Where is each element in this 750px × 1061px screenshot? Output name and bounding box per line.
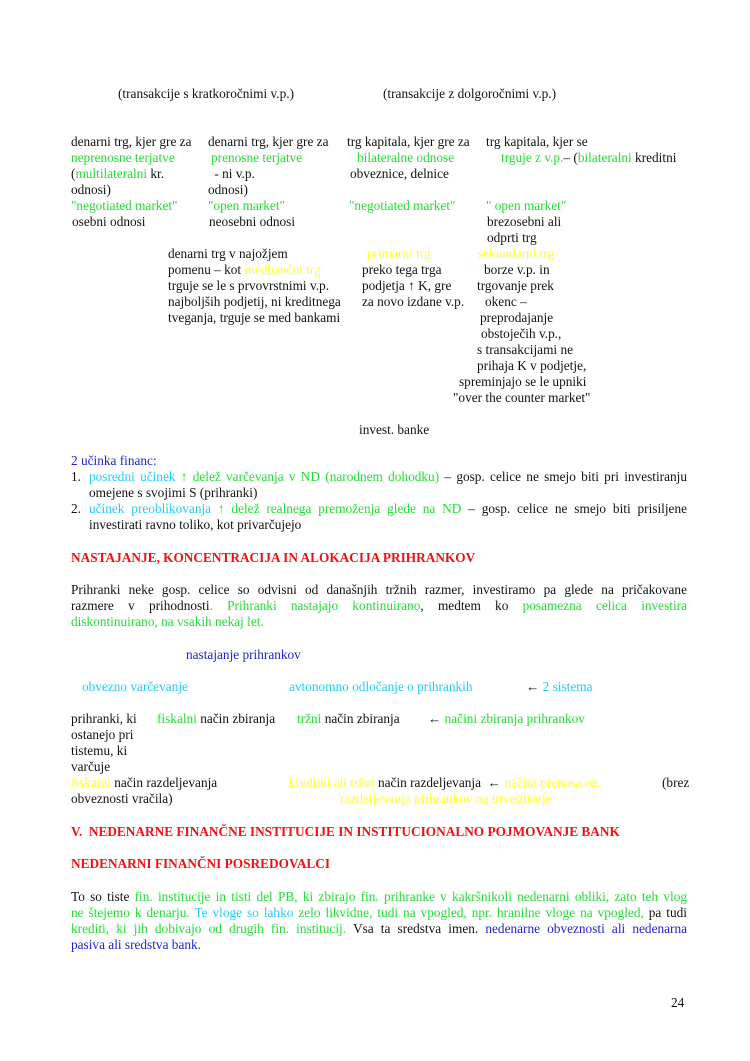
text-line <box>428 711 585 727</box>
text-segment: način razdeljevanja ← <box>374 775 505 790</box>
text-segment: kreditni ali tržni <box>289 775 375 790</box>
text-line <box>209 214 295 230</box>
text-line <box>289 679 473 695</box>
text-line <box>71 582 687 598</box>
text-segment: primarni trg <box>367 246 431 261</box>
text-line <box>477 342 573 358</box>
text-line <box>71 469 81 485</box>
text-line <box>459 374 586 390</box>
text-line <box>487 214 561 230</box>
text-line <box>72 214 146 230</box>
text-segment: ( <box>71 166 76 181</box>
text-segment: trg kapitala, kjer se <box>486 134 588 149</box>
text-segment: denarni trg, kjer gre za <box>208 134 329 149</box>
text-segment: (brez <box>662 775 690 790</box>
text-segment: trguje z v.p. <box>501 150 564 165</box>
text-segment: – gosp. celice ne smejo biti prisiljene <box>461 501 687 516</box>
text-segment: podjetja ↑ K, gre <box>362 278 452 293</box>
text-segment: nedenarne obveznosti ali nedenarna <box>485 921 688 936</box>
text-segment: preprodajanje <box>480 310 554 325</box>
text-line <box>477 278 554 294</box>
text-line <box>168 310 340 326</box>
text-segment: prihaja K v podjetje, <box>477 358 587 373</box>
text-segment: bilateralni <box>577 150 632 165</box>
text-segment: neosebni odnosi <box>209 214 296 229</box>
text-segment: tveganja, trguje se med bankami <box>168 310 341 325</box>
text-segment: Vsa ta sredstva imen. <box>346 921 486 936</box>
text-segment: pasiva ali sredstva bank. <box>71 937 201 952</box>
text-line <box>71 905 687 921</box>
text-segment: tistemu, ki <box>71 743 128 758</box>
text-line <box>453 390 591 406</box>
text-segment: učinek preoblikovanja <box>89 501 212 516</box>
text-segment: 2. <box>71 501 81 516</box>
text-segment: odnosi) <box>208 182 248 197</box>
text-line <box>480 310 553 326</box>
text-segment: varčuje <box>71 759 111 774</box>
text-segment: način zbiranja <box>321 711 400 726</box>
text-segment: način razdeljevanja <box>110 775 218 790</box>
text-segment: načini zbiranja prihrankov <box>444 711 585 726</box>
text-segment: neprenosne terjatve <box>71 150 175 165</box>
text-line <box>347 134 470 150</box>
text-segment: 24 <box>671 995 685 1010</box>
text-segment: ↑ delež realnega premoženja glede na ND <box>211 501 462 516</box>
text-line <box>478 246 554 262</box>
text-line <box>481 326 561 342</box>
text-segment: preko tega trga <box>362 262 442 277</box>
text-line <box>89 501 687 517</box>
text-segment: "open market" <box>208 198 285 213</box>
text-line <box>350 166 449 182</box>
text-line <box>168 278 329 294</box>
text-line <box>71 727 133 743</box>
text-segment: omejene s svojimi S (prihranki) <box>89 485 258 500</box>
text-line <box>297 711 400 727</box>
text-segment: pa tudi <box>643 905 687 920</box>
text-line <box>89 517 301 533</box>
text-segment: - ni v.p. <box>211 166 255 181</box>
text-segment: obvezno varčevanje <box>82 679 188 694</box>
text-segment: za novo izdane v.p. <box>362 294 465 309</box>
text-segment: 1. <box>71 469 81 484</box>
text-line <box>71 134 191 150</box>
text-segment: prenosne terjatve <box>211 150 303 165</box>
text-segment: načini prenosa oz. <box>504 775 601 790</box>
text-segment: odprti trg <box>487 230 537 245</box>
text-segment: – ( <box>563 150 578 165</box>
text-segment: osebni odnosi <box>72 214 146 229</box>
text-line <box>362 262 442 278</box>
text-segment: pomenu – kot <box>168 262 245 277</box>
text-segment: (transakcije s kratkoročnimi v.p.) <box>118 86 295 101</box>
text-line <box>289 775 601 791</box>
text-segment: fiskalni <box>71 775 111 790</box>
text-segment: s transakcijami ne <box>477 342 573 357</box>
text-segment: spreminjajo se le upniki <box>459 374 587 389</box>
text-line <box>367 246 431 262</box>
text-segment: . Prihranki nastajajo kontinuirano <box>209 598 421 613</box>
text-segment: razdeljevanja prihrankov na investitorje <box>340 791 552 806</box>
text-segment: NASTAJANJE, KONCENTRACIJA IN ALOKACIJA PRIHRANKOV <box>71 550 476 565</box>
text-segment: ↑ delež varčevanja v ND (narodnem dohodku) <box>175 469 440 484</box>
section-heading <box>71 550 475 566</box>
text-line <box>71 775 217 791</box>
text-line <box>349 198 455 214</box>
text-line <box>186 647 301 663</box>
text-segment: , medtem ko <box>420 598 523 613</box>
text-segment: medbančni trg <box>244 262 321 277</box>
text-segment: (transakcije z dolgoročnimi v.p.) <box>383 86 557 101</box>
text-line <box>71 150 175 166</box>
text-line <box>71 921 687 937</box>
text-line <box>168 294 341 310</box>
text-segment: diskontinuirano, na vsakih nekaj let. <box>71 614 264 629</box>
text-segment: denarni trg, kjer gre za <box>71 134 192 149</box>
text-segment: Prihranki neke gosp. celice so odvisni od današnjih tržnih razmer, investiramo pa glede na pričakovane <box>71 582 687 597</box>
text-line <box>71 791 173 807</box>
text-line <box>340 791 552 807</box>
text-line <box>118 86 294 102</box>
text-line <box>211 150 302 166</box>
text-segment: posamezna celica investira <box>522 598 687 613</box>
text-segment: brezosebni ali <box>487 214 562 229</box>
text-segment: ostanejo pri <box>71 727 134 742</box>
text-segment: trgovanje prek <box>477 278 554 293</box>
text-segment: denarni trg v najožjem <box>168 246 288 261</box>
text-line <box>362 278 451 294</box>
text-line <box>89 469 687 485</box>
text-segment: kr. <box>147 166 165 181</box>
text-line <box>89 485 257 501</box>
text-line <box>357 150 454 166</box>
text-segment: "negotiated market" <box>71 198 178 213</box>
text-line <box>168 262 321 278</box>
text-segment: multilateralni <box>75 166 148 181</box>
text-line <box>486 134 588 150</box>
text-line <box>211 166 255 182</box>
text-segment: fin. institucije in tisti del PB, ki zbirajo fin. prihranke v kakršnikoli nedenarni obliki, zato teh vlog <box>134 889 687 904</box>
text-segment: To so tiste <box>71 889 135 904</box>
text-segment: ← <box>428 711 445 726</box>
text-line <box>71 759 110 775</box>
text-segment: ← <box>526 679 543 694</box>
text-segment: "over the counter market" <box>453 390 591 405</box>
text-segment: obveznice, delnice <box>350 166 449 181</box>
text-line <box>71 598 687 614</box>
text-line <box>71 937 201 953</box>
text-segment: – gosp. celice ne smejo biti pri investiranju <box>439 469 687 484</box>
text-segment: najboljših podjetij, ni kreditnega <box>168 294 341 309</box>
text-line <box>383 86 556 102</box>
text-segment: okenc – <box>485 294 527 309</box>
text-segment: obveznosti vračila) <box>71 791 173 806</box>
text-segment: 2 učinka financ: <box>71 453 157 468</box>
text-segment: posredni učinek <box>89 469 176 484</box>
text-segment: " open market" <box>486 198 567 213</box>
text-line <box>71 743 127 759</box>
text-line <box>71 889 687 905</box>
text-segment: razmere v prihodnosti <box>71 598 210 613</box>
text-line <box>487 230 537 246</box>
text-segment: Te vloge so lahko <box>194 905 294 920</box>
text-line <box>71 198 177 214</box>
text-segment: zelo likvidne, tudi na vpogled, npr. hranilne vloge na vpogled, <box>293 905 644 920</box>
text-line <box>71 711 137 727</box>
text-segment: borze v.p. in <box>484 262 550 277</box>
text-segment: ne štejemo k denarju. <box>71 905 195 920</box>
text-line <box>208 182 248 198</box>
text-line <box>477 358 586 374</box>
text-line <box>484 262 550 278</box>
page-number <box>671 995 684 1011</box>
text-line <box>71 166 164 182</box>
text-segment: fiskalni <box>157 711 197 726</box>
text-segment: odnosi) <box>71 182 111 197</box>
text-segment: obstoječih v.p., <box>481 326 562 341</box>
text-segment: NEDENARNI FINANČNI POSREDOVALCI <box>71 856 331 871</box>
text-line <box>359 422 429 438</box>
text-segment: nastajanje prihrankov <box>186 647 301 662</box>
text-segment: trg kapitala, kjer gre za <box>347 134 470 149</box>
text-line <box>501 150 676 166</box>
text-line <box>486 198 566 214</box>
text-segment: bilateralne odnose <box>357 150 455 165</box>
text-line <box>71 614 264 630</box>
section-heading <box>71 856 330 872</box>
text-line <box>71 453 157 469</box>
text-line <box>362 294 464 310</box>
text-segment: V. NEDENARNE FINANČNE INSTITUCIJE IN INSTITUCIONALNO POJMOVANJE BANK <box>71 824 620 839</box>
text-segment: invest. banke <box>359 422 430 437</box>
text-line <box>168 246 288 262</box>
text-line <box>71 182 111 198</box>
text-segment: avtonomno odločanje o prihrankih <box>289 679 473 694</box>
text-line <box>157 711 275 727</box>
text-segment: način zbiranja <box>196 711 276 726</box>
text-line <box>662 775 689 791</box>
text-line <box>208 198 285 214</box>
text-segment: prihranki, ki <box>71 711 137 726</box>
text-segment: kreditni <box>631 150 677 165</box>
text-segment: tržni <box>297 711 322 726</box>
text-segment: sekundarni trg <box>478 246 555 261</box>
text-line <box>208 134 328 150</box>
section-heading <box>71 824 620 840</box>
text-segment: 2 sistema <box>542 679 593 694</box>
text-line <box>485 294 527 310</box>
text-segment: trguje se le s prvovrstnimi v.p. <box>168 278 330 293</box>
text-line <box>71 501 81 517</box>
text-line <box>526 679 592 695</box>
text-segment: "negotiated market" <box>349 198 456 213</box>
text-segment: krediti, ki jih dobivajo od drugih fin. institucij. <box>71 921 347 936</box>
text-segment: investirati ravno toliko, kot privarčujejo <box>89 517 302 532</box>
text-line <box>82 679 188 695</box>
